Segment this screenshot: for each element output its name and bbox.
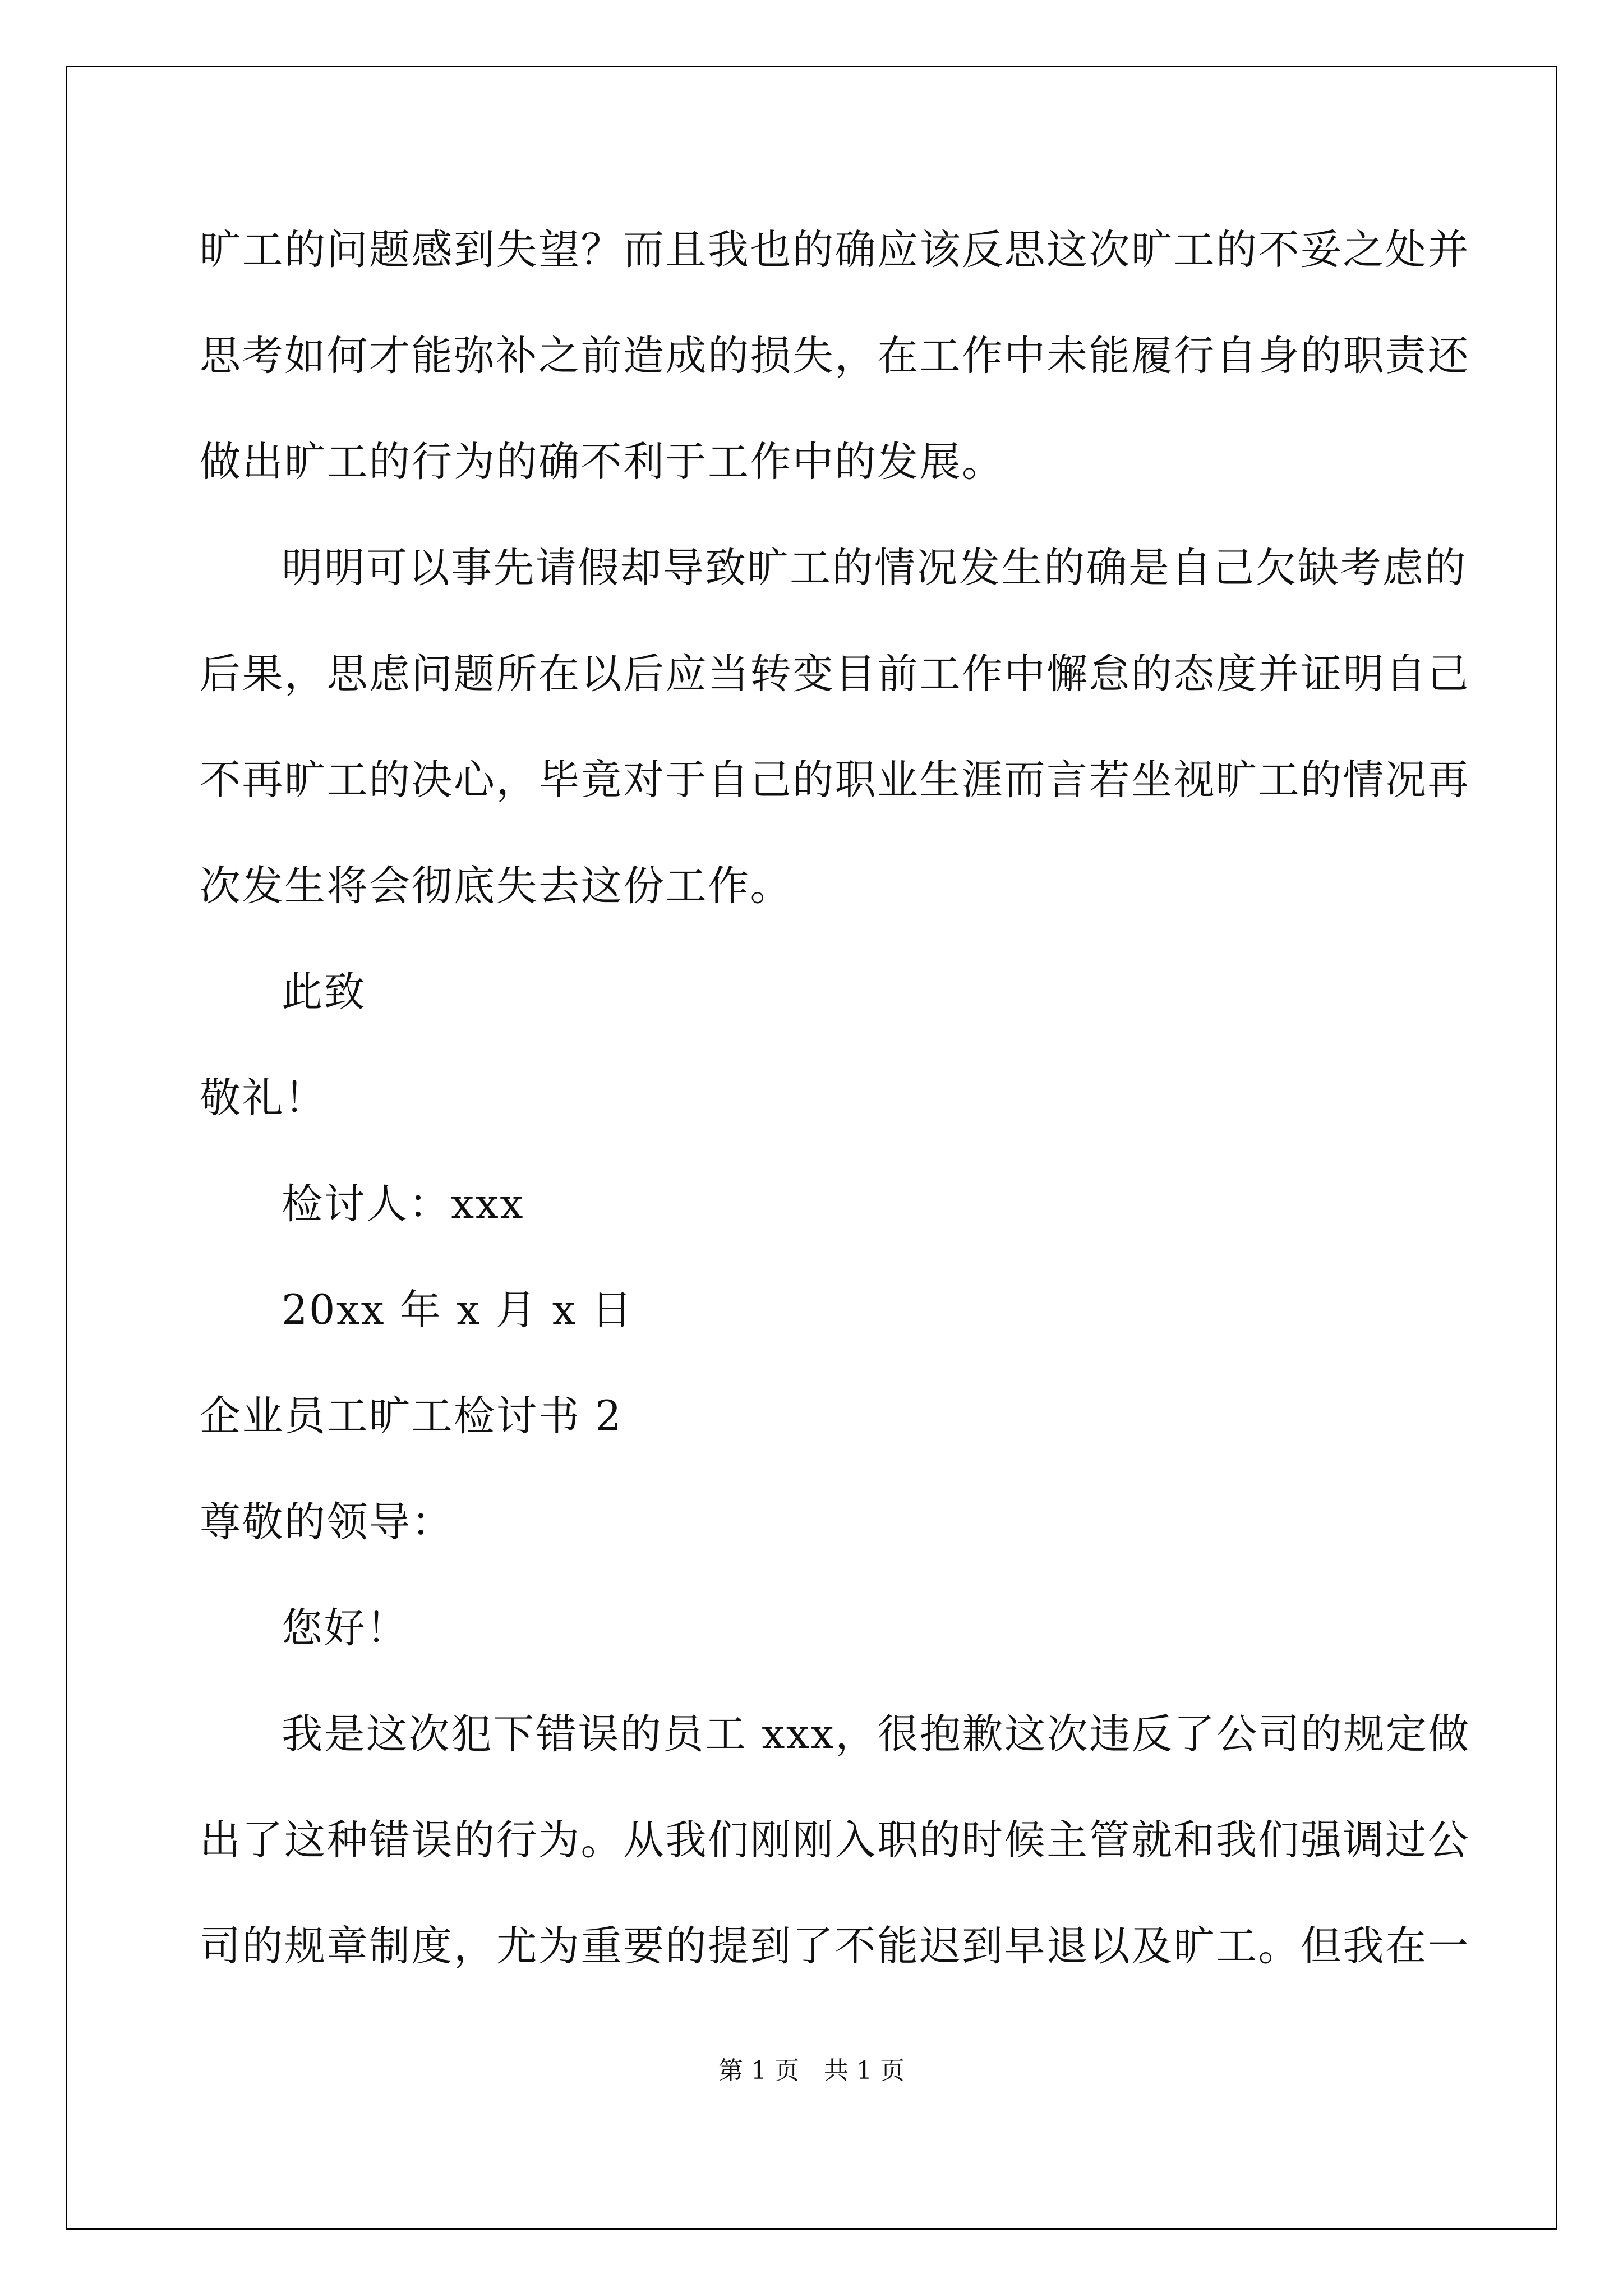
paragraph-line: 我是这次犯下错误的员工 xxx，很抱歉这次违反了公司的规定做 bbox=[282, 1710, 1470, 1758]
salutation-line: 敬礼！ bbox=[200, 1074, 327, 1122]
greeting-line: 尊敬的领导： bbox=[200, 1498, 454, 1546]
paragraph-line: 明明可以事先请假却导致旷工的情况发生的确是自己欠缺考虑的 bbox=[282, 544, 1467, 592]
paragraph-line: 司的规章制度，尤为重要的提到了不能迟到早退以及旷工。但我在一 bbox=[200, 1922, 1470, 1970]
paragraph-line: 后果，思虑问题所在以后应当转变目前工作中懈怠的态度并证明自己 bbox=[200, 650, 1470, 698]
section-title: 企业员工旷工检讨书 2 bbox=[200, 1392, 623, 1440]
paragraph-line: 次发生将会彻底失去这份工作。 bbox=[200, 862, 792, 910]
greeting-line: 您好！ bbox=[282, 1604, 409, 1652]
paragraph-line: 旷工的问题感到失望？而且我也的确应该反思这次旷工的不妥之处并 bbox=[200, 226, 1470, 274]
paragraph-line: 思考如何才能弥补之前造成的损失，在工作中未能履行自身的职责还 bbox=[200, 332, 1470, 380]
page-number-footer: 第 1 页 共 1 页 bbox=[718, 2056, 905, 2085]
signature-line: 检讨人：xxx bbox=[282, 1180, 525, 1228]
closing-line: 此致 bbox=[282, 968, 366, 1016]
page-border bbox=[66, 66, 1557, 2230]
paragraph-line: 做出旷工的行为的确不利于工作中的发展。 bbox=[200, 438, 1004, 486]
paragraph-line: 出了这种错误的行为。从我们刚刚入职的时候主管就和我们强调过公 bbox=[200, 1816, 1470, 1864]
paragraph-line: 不再旷工的决心，毕竟对于自己的职业生涯而言若坐视旷工的情况再 bbox=[200, 756, 1470, 804]
date-line: 20xx 年 x 月 x 日 bbox=[282, 1286, 634, 1334]
